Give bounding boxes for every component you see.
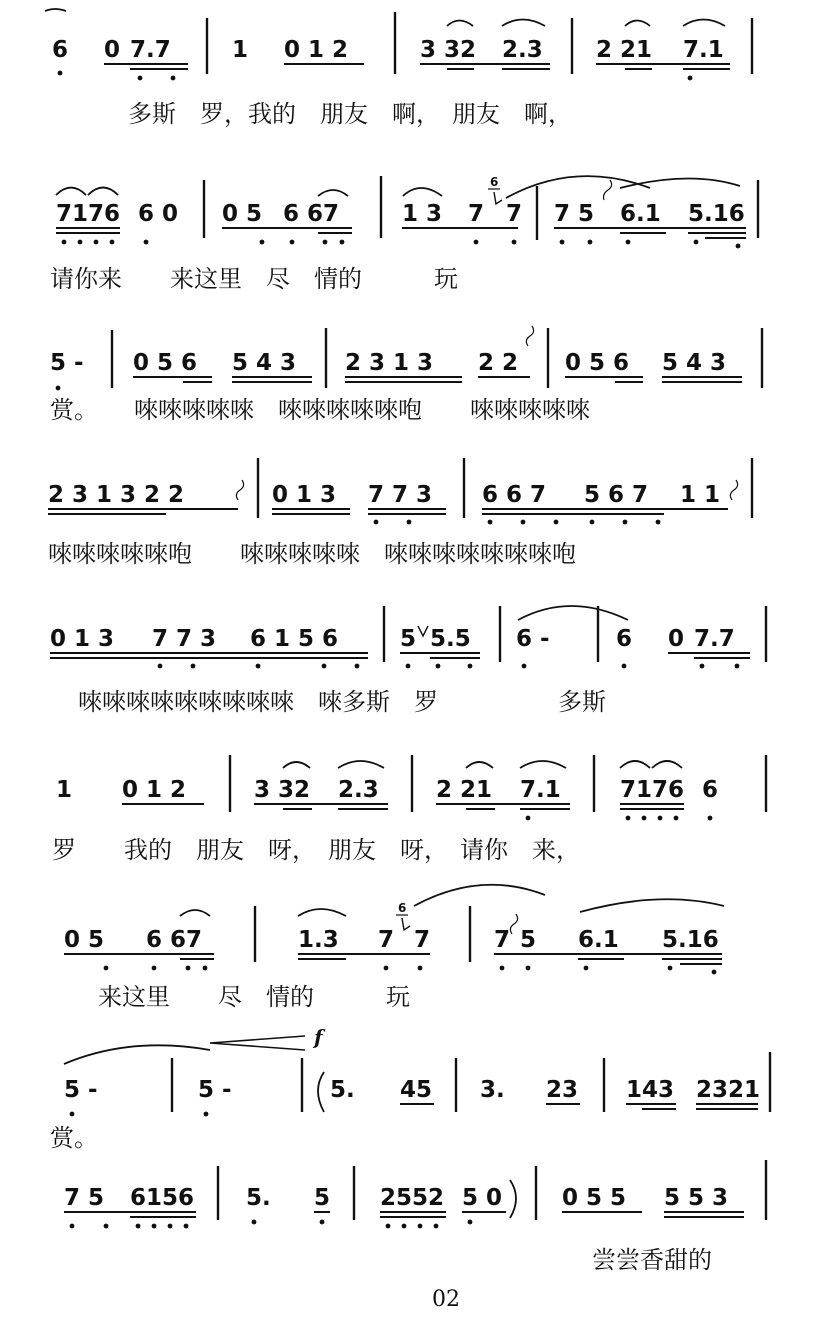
svg-text:1: 1 [232, 37, 249, 63]
measure-8-4 [480, 1077, 580, 1104]
svg-text:5.: 5. [330, 1077, 355, 1103]
score-row-7 [64, 885, 724, 1011]
measure-2-3 [402, 175, 650, 244]
measure-9-1 [64, 1185, 196, 1228]
svg-text:7.1: 7.1 [520, 777, 561, 803]
svg-text:6: 6 [616, 626, 633, 652]
svg-text:5 -: 5 - [64, 1077, 98, 1103]
lyrics-row-1: 多斯 罗，我的 朋友 啊， 朋友 啊， [128, 100, 572, 128]
svg-text:2 2: 2 2 [478, 350, 519, 376]
svg-text:7: 7 [414, 927, 431, 953]
lyrics-row-5: 唻唻唻唻唻唻唻唻唻 唻多斯 罗 多斯 [78, 688, 606, 716]
svg-text:7.7: 7.7 [130, 37, 171, 63]
svg-text:3.: 3. [480, 1077, 505, 1103]
svg-text:7 7 3: 7 7 3 [368, 482, 433, 508]
dynamic-mark: f [314, 1025, 323, 1049]
svg-text:2552: 2552 [380, 1185, 445, 1211]
svg-text:0 1 2: 0 1 2 [284, 37, 349, 63]
svg-text:7 5: 7 5 [64, 1185, 105, 1211]
measure-4-2 [272, 482, 446, 524]
svg-text:23: 23 [546, 1077, 579, 1103]
svg-text:5 -: 5 - [198, 1077, 232, 1103]
svg-text:0 1 2: 0 1 2 [122, 777, 187, 803]
svg-text:2.3: 2.3 [338, 777, 379, 803]
measure-6-3 [436, 761, 570, 820]
score-row-8 [50, 1025, 770, 1152]
measure-3-3 [345, 326, 534, 382]
lyrics-row-6: 罗 我的 朋友 呀， 朋友 呀， 请你 来， [52, 836, 580, 864]
svg-text:5: 5 [520, 927, 537, 953]
svg-text:5: 5 [400, 626, 417, 652]
measure-6-1 [56, 777, 204, 804]
svg-text:6: 6 [52, 37, 69, 63]
measure-8-1 [64, 1077, 98, 1116]
svg-text:5.16: 5.16 [688, 201, 745, 227]
page-number: 02 [432, 1287, 460, 1312]
svg-text:5 0: 5 0 [462, 1185, 503, 1211]
svg-text:5 4 3: 5 4 3 [232, 350, 297, 376]
lyrics-row-3: 赏。 唻唻唻唻唻 唻唻唻唻唻咆 唻唻唻唻唻 [50, 396, 590, 424]
svg-text:6: 6 [398, 901, 407, 915]
svg-text:5: 5 [314, 1185, 331, 1211]
lyrics-row-2: 请你来 来这里 尽 情的 玩 [50, 265, 458, 293]
measure-8-5 [626, 1077, 760, 1109]
svg-text:3 32: 3 32 [420, 37, 477, 63]
score-row-5 [50, 606, 766, 716]
measure-1-3 [420, 20, 550, 70]
svg-text:7: 7 [468, 201, 485, 227]
svg-text:6.1: 6.1 [578, 927, 619, 953]
svg-text:2 3 1 3 2 2: 2 3 1 3 2 2 [48, 482, 185, 508]
score-row-2 [50, 175, 758, 293]
svg-text:2 21: 2 21 [436, 777, 493, 803]
svg-text:7 7 3: 7 7 3 [152, 626, 217, 652]
measure-9-3 [380, 1180, 516, 1228]
measure-1-2 [232, 37, 364, 64]
svg-text:5 6 7: 5 6 7 [584, 482, 649, 508]
svg-text:1.3: 1.3 [298, 927, 339, 953]
svg-text:0 1 3: 0 1 3 [272, 482, 337, 508]
measure-3-2 [133, 350, 312, 382]
measure-4-3 [482, 480, 738, 524]
measure-5-4 [616, 626, 750, 668]
svg-text:6 67: 6 67 [146, 927, 203, 953]
svg-text:6 -: 6 - [516, 626, 550, 652]
svg-text:1 3: 1 3 [402, 201, 443, 227]
measure-6-4 [620, 761, 718, 820]
svg-text:0 5 6: 0 5 6 [565, 350, 630, 376]
svg-text:0 5: 0 5 [64, 927, 105, 953]
measure-8-2 [198, 1077, 232, 1116]
score-row-1 [45, 9, 752, 128]
lyrics-row-9: 尝尝香甜的 [592, 1246, 712, 1274]
svg-text:5.16: 5.16 [662, 927, 719, 953]
svg-text:0 5: 0 5 [222, 201, 263, 227]
score-row-6 [52, 755, 766, 864]
svg-text:5 5 3: 5 5 3 [664, 1185, 729, 1211]
measure-2-2 [222, 190, 352, 244]
measure-5-1 [50, 626, 368, 668]
svg-text:1 1: 1 1 [680, 482, 721, 508]
svg-text:1: 1 [56, 777, 73, 803]
measure-3-4 [565, 350, 742, 382]
score-row-3 [50, 326, 762, 424]
svg-text:0 5 6: 0 5 6 [133, 350, 198, 376]
svg-text:7: 7 [494, 927, 511, 953]
measure-4-1 [48, 480, 244, 514]
svg-text:6 6 7: 6 6 7 [482, 482, 547, 508]
lyrics-row-4: 唻唻唻唻唻咆 唻唻唻唻唻 唻唻唻唻唻唻唻咆 [48, 540, 576, 568]
svg-text:0 1 3: 0 1 3 [50, 626, 115, 652]
measure-1-4 [596, 20, 730, 81]
svg-text:143: 143 [626, 1077, 675, 1103]
measure-9-2 [246, 1185, 330, 1224]
svg-text:7.7: 7.7 [694, 626, 735, 652]
svg-text:45: 45 [400, 1077, 433, 1103]
svg-text:5 -: 5 - [50, 350, 84, 376]
measure-7-1 [64, 910, 214, 970]
svg-text:7: 7 [378, 927, 395, 953]
svg-text:0: 0 [668, 626, 685, 652]
measure-2-4 [554, 178, 746, 248]
score-row-9 [64, 1160, 766, 1274]
measure-7-3 [494, 899, 724, 974]
svg-text:5 4 3: 5 4 3 [662, 350, 727, 376]
svg-text:7176: 7176 [56, 201, 121, 227]
svg-text:7: 7 [506, 201, 523, 227]
lyrics-row-8: 赏。 [50, 1124, 98, 1152]
measure-1-1 [52, 37, 188, 80]
svg-text:5.: 5. [246, 1185, 271, 1211]
svg-text:6: 6 [490, 175, 499, 189]
measure-9-4 [562, 1185, 744, 1217]
svg-text:6: 6 [702, 777, 719, 803]
measure-2-1 [56, 188, 178, 245]
svg-text:2321: 2321 [696, 1077, 761, 1103]
measure-6-2 [254, 761, 388, 809]
svg-text:6.1: 6.1 [620, 201, 661, 227]
lyrics-row-7: 来这里 尽 情的 玩 [98, 983, 410, 1011]
svg-text:2 21: 2 21 [596, 37, 653, 63]
svg-text:2.3: 2.3 [502, 37, 543, 63]
svg-text:0: 0 [104, 37, 121, 63]
svg-text:7176: 7176 [620, 777, 685, 803]
measure-5-2 [400, 626, 480, 668]
measure-3-1 [50, 350, 84, 390]
measure-5-3 [516, 606, 628, 668]
svg-text:5.5: 5.5 [430, 626, 471, 652]
measure-8-3 [318, 1072, 434, 1112]
svg-text:6 0: 6 0 [138, 201, 179, 227]
svg-text:6 1 5 6: 6 1 5 6 [250, 626, 339, 652]
svg-text:7 5: 7 5 [554, 201, 595, 227]
svg-text:0 5 5: 0 5 5 [562, 1185, 627, 1211]
svg-text:6 67: 6 67 [283, 201, 340, 227]
svg-text:7.1: 7.1 [683, 37, 724, 63]
score-row-4 [48, 458, 752, 568]
svg-text:2 3 1 3: 2 3 1 3 [345, 350, 434, 376]
svg-text:6156: 6156 [130, 1185, 195, 1211]
svg-text:3 32: 3 32 [254, 777, 311, 803]
